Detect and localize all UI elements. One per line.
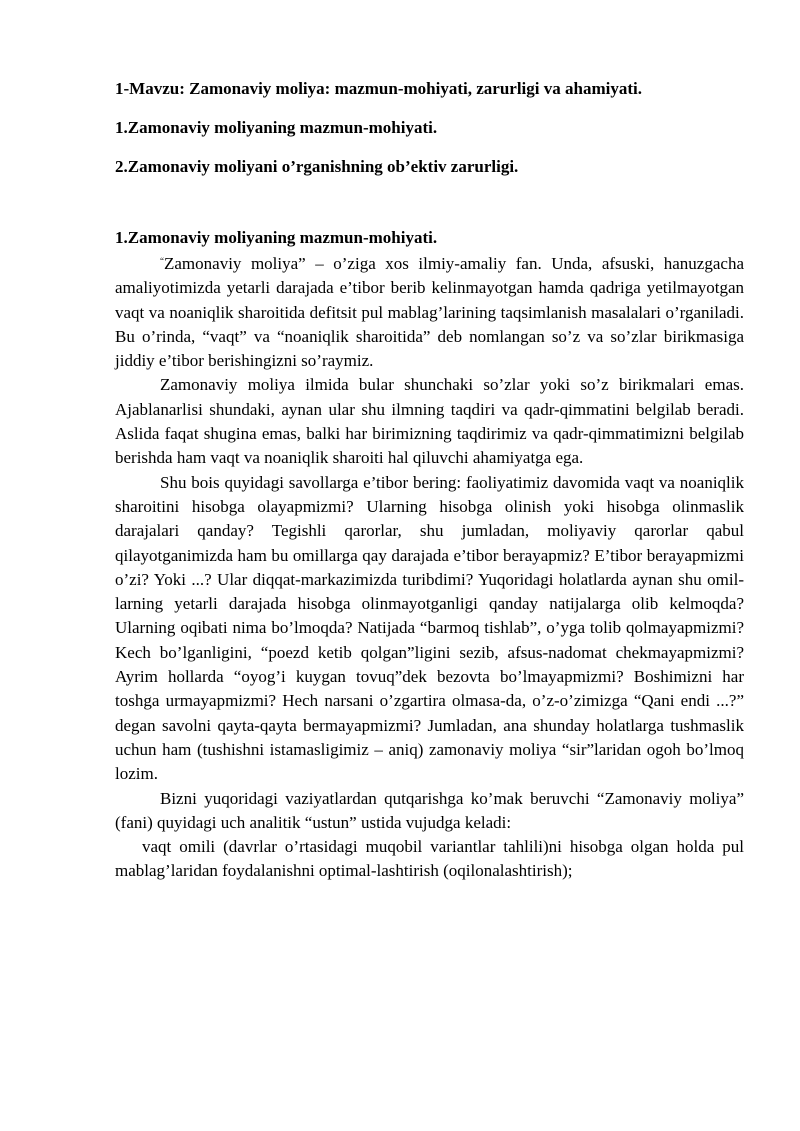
paragraph-4: Bizni yuqoridagi vaziyatlardan qutqarishga ko’mak beruvchi “Zamonaviy moliya” (fani) quyidagi uch analitik “ustun” ustida vujudga keladi: bbox=[115, 788, 744, 832]
section-heading: 1.Zamonaviy moliyaning mazmun-mohiyati. bbox=[115, 228, 438, 247]
paragraph-1-text: Zamonaviy moliya” – o’ziga xos ilmiy-amaliy fan. Unda, afsuski, hanuzgacha amaliyotimizda yetarli darajada e’tibor berib kelinmayotgan hamda qadriga yetilmayotgan vaqt va noaniqlik sharoitida defitsit pul mablag’larining taqsimlanish masalalari o’rganiladi. Bu o’rinda, “vaqt” va “noaniqlik sharoitida” deb nomlangan so’z va so’zlar birikmasiga jiddiy e’tibor berishingizni so’raymiz. bbox=[115, 254, 744, 371]
paragraph-1 bbox=[115, 249, 744, 373]
plan-item-1: 1.Zamonaviy moliyaning mazmun-mohiyati. bbox=[115, 118, 438, 137]
paragraph-5: vaqt omili (davrlar o’rtasidagi muqobil variantlar tahlili)ni hisobga olgan holda pul mablag’laridan foydalanishni optimal-lashtirish (oqilonalashtirish); bbox=[115, 837, 744, 881]
document-title: 1-Mavzu: Zamonaviy moliya: mazmun-mohiyati, zarurligi va ahamiyati. bbox=[115, 79, 642, 98]
plan-item-2: 2.Zamonaviy moliyani o’rganishning ob’ektiv zarurligi. bbox=[115, 157, 519, 176]
paragraph-3: Shu bois quyidagi savollarga e’tibor bering: faoliyatimiz davomida vaqt va noaniqlik sharoitini hisobga olayapmizmi? Ularning hisobga olinish yoki hisobga olinmaslik darajalari qanday? Tegishli qarorlar, shu jumladan, moliyaviy qarorlar qabul qilayotganimizda ham bu omillarga qay darajada e’tibor berayapmiz? E’tibor berayapmizmi o’zi? Yoki ...? Ular diqqat-markazimizda turibdimi? Yuqoridagi holatlarda aynan shu omil-larning yetarli darajada hisobga olinmayotganligi qanday natijalarga olib kelmoqda? Ularning oqibati nima bo’lmoqda? Natijada “barmoq tishlab”, o’yga tolib qolmayapmizmi? Kech bo’lganligini, “poezd ketib qolgan”ligini sezib, afsus-nadomat chekmayapmizmi? Ayrim hollarda “oyog’i kuygan tovuq”dek bezovta bo’lmayapmizmi? Boshimizni har toshga urmayapmizmi? Hech narsani o’zgartira olmasa-da, o’z-o’zimizga “Qani endi ...?” degan savolni qayta-qayta bermayapmizmi? Jumladan, ana shunday holatlarga tushmaslik uchun ham (tushishni istamasligimiz – aniq) zamonaviy moliya “sir”laridan ogoh bo’lmoq lozim. bbox=[115, 472, 744, 784]
paragraph-1-lead-quote: “ bbox=[160, 256, 164, 266]
paragraph-2: Zamonaviy moliya ilmida bular shunchaki so’zlar yoki so’z birikmalari emas. Ajablanarlisi shundaki, aynan ular shu ilmning taqdiri va qadr-qimmatini belgilab beradi. Aslida faqat shugina emas, balki har birimizning taqdirimiz va qadr-qimmatimizni belgilab berishda ham vaqt va noaniqlik sharoiti hal qiluvchi ahamiyatga ega. bbox=[115, 375, 744, 468]
